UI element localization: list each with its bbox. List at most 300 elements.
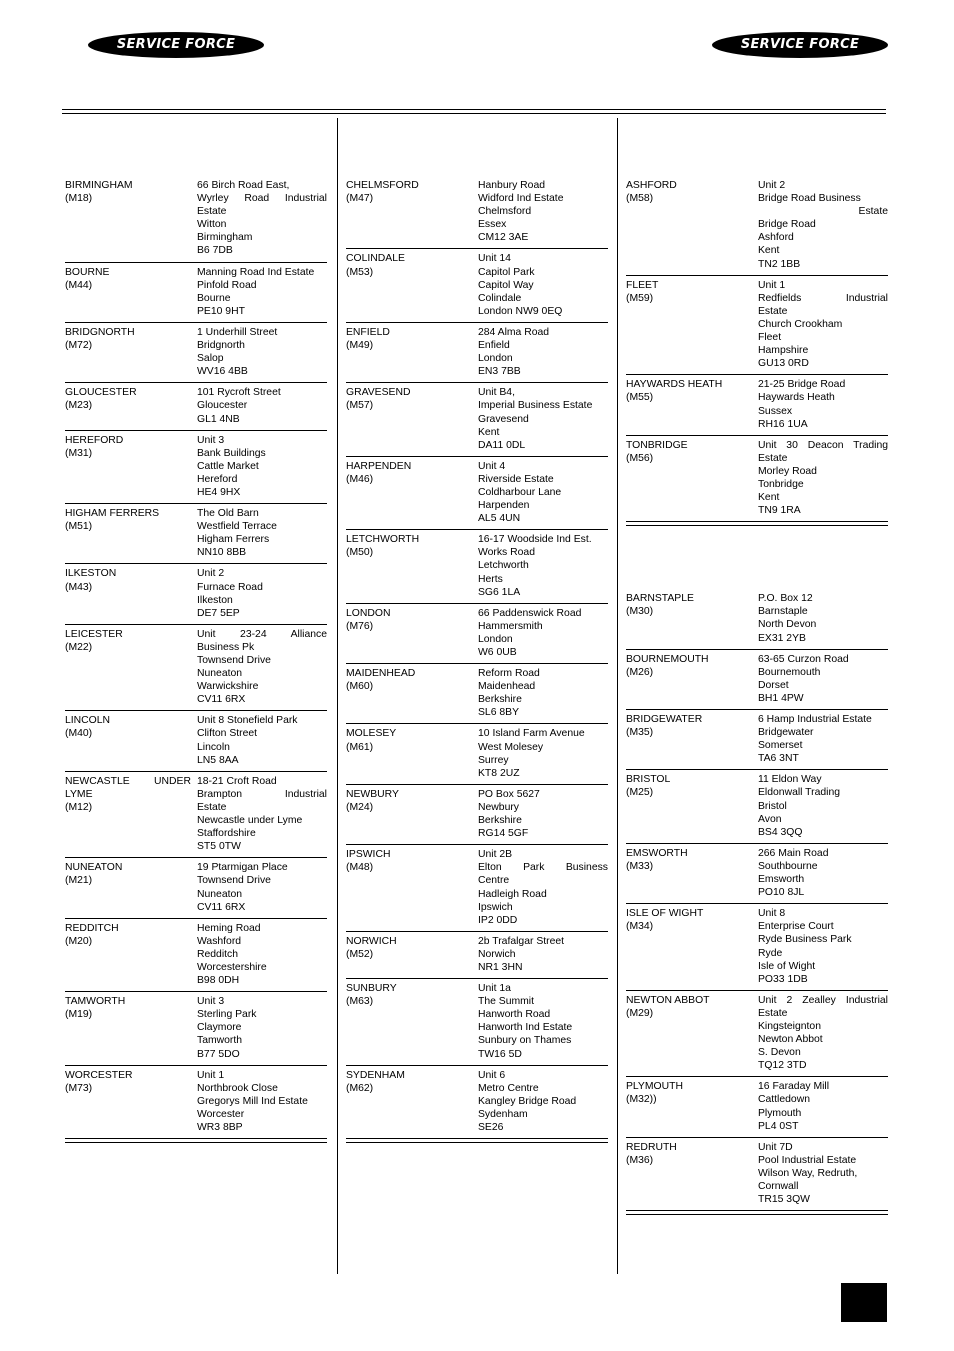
address-line: PL4 0ST: [758, 1120, 799, 1132]
place-line: FLEET: [626, 279, 659, 291]
address-line: London NW9 0EQ: [478, 305, 563, 317]
logo-text: SERVICE FORCE: [740, 37, 860, 52]
address-line: Morley Road: [758, 465, 817, 477]
address-line: Worcestershire: [197, 961, 267, 973]
address-line: 16-17 Woodside Ind Est.: [478, 534, 592, 546]
service-centre-address: [758, 1080, 888, 1132]
address-line: GL1 4NB: [197, 413, 240, 425]
address-line: London: [478, 633, 513, 645]
address-line: Dorset: [758, 679, 789, 691]
place-line: (M20): [65, 935, 93, 947]
service-centre-name: [626, 994, 758, 1073]
address-line: Birmingham: [197, 232, 253, 244]
address-line: WV16 4BB: [197, 366, 248, 378]
service-centre-address: [758, 592, 888, 644]
address-entry: [65, 564, 327, 624]
address-line: TN9 1RA: [758, 505, 801, 517]
address-entry: [626, 904, 888, 991]
address-line: Maidenhead: [478, 681, 536, 693]
place-line: TONBRIDGE: [626, 439, 688, 451]
address-line: Hereford: [197, 473, 238, 485]
address-column-1: [65, 176, 327, 1143]
service-centre-name: [626, 592, 758, 644]
service-centre-address: [197, 1069, 327, 1134]
service-centre-name: [346, 533, 478, 598]
address-line: TA6 3NT: [758, 753, 799, 765]
place-line: (M21): [65, 875, 93, 887]
place-line: TAMWORTH: [65, 996, 126, 1008]
address-line: Westfield Terrace: [197, 521, 277, 533]
service-centre-name: [626, 439, 758, 518]
address-line: Essex: [478, 219, 507, 231]
service-force-logo-right: [712, 32, 888, 58]
place-line: BOURNE: [65, 266, 110, 278]
address-line: Barnstaple: [758, 606, 808, 618]
address-line: Hanbury Road: [478, 180, 546, 191]
address-line: Haywards Heath: [758, 392, 835, 404]
address-line: Redditch: [197, 948, 239, 960]
place-line: ENFIELD: [346, 326, 390, 338]
place-line: (M55): [626, 392, 654, 404]
address-line: Sunbury on Thames: [478, 1035, 572, 1047]
service-centre-name: [346, 179, 478, 244]
address-entry: [626, 770, 888, 843]
service-centre-address: [758, 378, 888, 430]
address-line: PO10 8JL: [758, 887, 805, 899]
service-centre-name: [65, 714, 197, 766]
address-line: 16 Faraday Mill: [758, 1081, 830, 1093]
address-line: Avon: [758, 813, 782, 825]
address-entry: [626, 710, 888, 770]
place-line: ISLE OF WIGHT: [626, 908, 704, 920]
address-line: TW16 5D: [478, 1048, 522, 1060]
place-line: (M63): [346, 996, 374, 1008]
address-line: TN2 1BB: [758, 258, 801, 270]
address-line: 19 Ptarmigan Place: [197, 862, 288, 874]
address-line: Cattledown: [758, 1094, 810, 1106]
address-line: SE26: [478, 1122, 504, 1133]
address-entry: [346, 530, 608, 603]
place-line: ASHFORD: [626, 180, 677, 191]
place-line: (M24): [346, 801, 374, 813]
service-centre-address: [758, 773, 888, 838]
service-centre-address: [197, 326, 327, 378]
place-line: HIGHAM FERRERS: [65, 508, 160, 520]
address-line: Centre: [478, 875, 510, 887]
address-line: RH16 1UA: [758, 418, 808, 430]
address-line: Nuneaton: [197, 888, 243, 900]
address-entry: [346, 979, 608, 1066]
address-line: Unit 30 Deacon Trading: [758, 439, 888, 451]
service-centre-address: [197, 507, 327, 559]
address-line: Worcester: [197, 1108, 245, 1120]
service-centre-name: [346, 848, 478, 927]
address-line: Kent: [758, 245, 780, 257]
address-line: EN3 7BB: [478, 366, 521, 378]
place-line: GLOUCESTER: [65, 387, 137, 399]
address-line: PO33 1DB: [758, 973, 808, 985]
address-line: Kent: [758, 492, 780, 504]
address-line: RG14 5GF: [478, 828, 529, 840]
service-centre-address: [478, 788, 608, 840]
address-line: Unit 23-24 Alliance: [197, 628, 327, 640]
place-line: NEWTON ABBOT: [626, 994, 710, 1006]
place-line: SUNBURY: [346, 983, 397, 995]
address-entry: [626, 844, 888, 904]
address-line: Herts: [478, 573, 503, 585]
section-end-rule: [626, 1210, 888, 1215]
place-line: (M53): [346, 266, 374, 278]
service-centre-address: [478, 386, 608, 451]
service-centre-name: [65, 861, 197, 913]
address-line: Imperial Business Estate: [478, 400, 593, 412]
address-line: Pool Industrial Estate: [758, 1154, 857, 1166]
address-entry: [65, 711, 327, 771]
place-line: MOLESEY: [346, 728, 397, 740]
column-divider-2: [617, 118, 618, 1274]
place-line: BRIDGNORTH: [65, 326, 135, 338]
address-line: Staffordshire: [197, 828, 256, 840]
place-line: (M72): [65, 340, 93, 352]
address-line: Estate: [758, 1007, 788, 1019]
service-centre-address: [197, 995, 327, 1060]
address-line: Washford: [197, 935, 242, 947]
service-centre-address: [758, 713, 888, 765]
address-line: DA11 0DL: [478, 439, 526, 451]
service-centre-name: [346, 386, 478, 451]
address-line: Coldharbour Lane: [478, 486, 562, 498]
place-line: SYDENHAM: [346, 1069, 405, 1081]
address-line: Chelmsford: [478, 206, 532, 218]
place-line: LETCHWORTH: [346, 534, 420, 546]
service-centre-address: [197, 266, 327, 318]
address-line: WR3 8BP: [197, 1122, 243, 1133]
address-line: Ipswich: [478, 901, 513, 913]
service-centre-address: [478, 727, 608, 779]
address-line: Unit B4,: [478, 387, 515, 399]
address-line: BH1 4PW: [758, 692, 804, 704]
address-entry: [65, 858, 327, 918]
address-line: PE10 9HT: [197, 305, 245, 317]
header-rule-top: [62, 109, 886, 110]
address-entry: [346, 176, 608, 249]
place-line: IPSWICH: [346, 849, 391, 861]
address-line: North Devon: [758, 619, 817, 631]
address-line: BS4 3QQ: [758, 826, 803, 838]
address-line: Townsend Drive: [197, 875, 271, 887]
place-line: (M34): [626, 921, 654, 933]
address-entry: [346, 1066, 608, 1139]
place-line: (M46): [346, 473, 374, 485]
address-entry: [626, 1138, 888, 1211]
place-line: REDDITCH: [65, 922, 119, 934]
address-line: Unit 3: [197, 996, 225, 1008]
address-line: Sydenham: [478, 1108, 528, 1120]
address-line: W6 0UB: [478, 647, 517, 658]
address-line: Estate: [758, 305, 788, 317]
address-line: 10 Island Farm Avenue: [478, 728, 585, 740]
service-centre-name: [65, 386, 197, 425]
service-centre-name: [346, 667, 478, 719]
address-group: [626, 176, 888, 526]
service-force-logo-left: [88, 32, 264, 58]
service-centre-address: [478, 460, 608, 525]
address-line: Business Pk: [197, 641, 255, 653]
service-centre-name: [65, 995, 197, 1060]
address-line: Townsend Drive: [197, 655, 271, 666]
address-line: GU13 0RD: [758, 358, 809, 370]
place-line: BRISTOL: [626, 774, 671, 786]
address-line: Unit 1a: [478, 983, 511, 995]
service-centre-address: [197, 775, 327, 854]
place-line: PLYMOUTH: [626, 1081, 683, 1093]
address-line: Harpenden: [478, 500, 530, 512]
address-line: Berkshire: [478, 694, 522, 706]
address-line: Capitol Park: [478, 266, 535, 278]
address-line: Sterling Park: [197, 1009, 257, 1021]
address-line: Brampton Industrial: [197, 788, 327, 800]
address-line: Cattle Market: [197, 460, 259, 472]
address-line: Ilkeston: [197, 594, 233, 606]
address-line: Reform Road: [478, 668, 540, 680]
address-entry: [65, 1066, 327, 1139]
address-line: Bourne: [197, 292, 231, 304]
address-entry: [65, 625, 327, 712]
address-entry: [65, 919, 327, 992]
address-line: Ryde Business Park: [758, 934, 852, 946]
place-line: (M31): [65, 447, 93, 459]
service-centre-address: [478, 179, 608, 244]
service-centre-address: [478, 848, 608, 927]
address-line: LN5 8AA: [197, 754, 239, 766]
service-centre-name: [626, 653, 758, 705]
address-entry: [65, 992, 327, 1065]
service-centre-name: [626, 378, 758, 430]
address-line: B98 0DH: [197, 975, 240, 987]
address-line: CV11 6RX: [197, 901, 246, 913]
service-centre-name: [65, 266, 197, 318]
address-line: Kangley Bridge Road: [478, 1095, 577, 1107]
place-line: CHELMSFORD: [346, 180, 419, 191]
address-line: 1 Underhill Street: [197, 326, 278, 338]
place-line: (M49): [346, 340, 374, 352]
address-line: Higham Ferrers: [197, 534, 270, 546]
service-centre-name: [65, 922, 197, 987]
address-line: Bournemouth: [758, 666, 821, 678]
address-line: Riverside Estate: [478, 473, 554, 485]
address-line: 63-65 Curzon Road: [758, 653, 849, 665]
service-centre-name: [346, 982, 478, 1061]
service-centre-address: [197, 179, 327, 258]
place-line: (M40): [65, 728, 93, 740]
place-line: (M51): [65, 521, 93, 533]
address-line: Eldonwall Trading: [758, 787, 841, 799]
place-line: (M57): [346, 400, 374, 412]
address-line: Ashford: [758, 232, 794, 244]
service-centre-address: [197, 922, 327, 987]
place-line: (M36): [626, 1154, 654, 1166]
address-line: 6 Hamp Industrial Estate: [758, 714, 872, 725]
place-line: HARPENDEN: [346, 460, 412, 472]
service-centre-name: [65, 1069, 197, 1134]
address-entry: [626, 589, 888, 649]
service-centre-name: [626, 713, 758, 765]
place-line: BOURNEMOUTH: [626, 653, 709, 665]
address-line: Pinfold Road: [197, 279, 257, 291]
address-line: Estate: [197, 206, 227, 218]
address-entry: [65, 176, 327, 263]
address-line: Nuneaton: [197, 668, 243, 680]
address-entry: [626, 375, 888, 435]
address-line: B77 5DO: [197, 1048, 240, 1060]
address-entry: [346, 785, 608, 845]
place-line: LYME: [65, 788, 93, 800]
address-line: Metro Centre: [478, 1082, 539, 1094]
place-line: (M47): [346, 193, 374, 205]
address-line: Unit 8 Stonefield Park: [197, 715, 298, 727]
address-line: P.O. Box 12: [758, 593, 813, 605]
address-line: Hammersmith: [478, 620, 543, 632]
section-end-rule: [626, 521, 888, 526]
address-line: Bristol: [758, 800, 787, 812]
address-line: Unit 2B: [478, 849, 513, 861]
place-line: NUNEATON: [65, 862, 123, 874]
service-centre-name: [626, 1080, 758, 1132]
address-line: EX31 2YB: [758, 632, 806, 644]
address-line: Gloucester: [197, 400, 248, 412]
service-centre-address: [197, 861, 327, 913]
address-line: Gravesend: [478, 413, 529, 425]
service-centre-name: [626, 907, 758, 986]
page-number-tab: [841, 1283, 887, 1322]
address-line: AL5 4UN: [478, 513, 521, 525]
address-entry: [346, 724, 608, 784]
address-entry: [65, 504, 327, 564]
place-line: NEWBURY: [346, 788, 399, 800]
service-centre-address: [758, 179, 888, 271]
service-centre-address: [478, 607, 608, 659]
address-line: Claymore: [197, 1022, 242, 1034]
address-line: Somerset: [758, 740, 803, 752]
address-line: Church Crookham: [758, 318, 843, 330]
address-entry: [346, 845, 608, 932]
address-line: Widford Ind Estate: [478, 193, 564, 205]
address-line: Works Road: [478, 547, 535, 559]
address-line: Salop: [197, 353, 224, 365]
address-line: Tamworth: [197, 1035, 243, 1047]
address-entry: [346, 249, 608, 322]
address-line: CV11 6RX: [197, 694, 246, 706]
address-line: Sussex: [758, 405, 793, 417]
address-line: Unit 2: [197, 568, 225, 580]
service-centre-name: [65, 775, 197, 854]
address-line: Colindale: [478, 292, 522, 304]
address-line: Clifton Street: [197, 728, 258, 740]
place-line: HAYWARDS HEATH: [626, 379, 723, 391]
address-entry: [626, 650, 888, 710]
address-line: TR15 3QW: [758, 1194, 810, 1206]
address-entry: [346, 604, 608, 664]
address-entry: [65, 772, 327, 859]
service-centre-name: [626, 1141, 758, 1206]
service-centre-address: [758, 439, 888, 518]
address-line: Kent: [478, 426, 500, 438]
service-centre-name: [65, 567, 197, 619]
service-centre-address: [758, 279, 888, 371]
service-centre-address: [758, 907, 888, 986]
service-centre-address: [478, 326, 608, 378]
place-line: COLINDALE: [346, 253, 405, 265]
place-line: (M43): [65, 581, 93, 593]
section-end-rule: [346, 1138, 608, 1143]
address-column-3: [626, 176, 888, 1215]
place-line: EMSWORTH: [626, 847, 688, 859]
address-line: Unit 4: [478, 460, 506, 472]
service-centre-address: [758, 847, 888, 899]
place-line: BARNSTAPLE: [626, 593, 694, 605]
address-line: Wilson Way, Redruth,: [758, 1167, 858, 1179]
place-line: GRAVESEND: [346, 387, 411, 399]
service-centre-name: [346, 788, 478, 840]
address-line: HE4 9HX: [197, 486, 241, 498]
address-line: Bank Buildings: [197, 447, 266, 459]
place-line: MAIDENHEAD: [346, 668, 416, 680]
address-line: West Molesey: [478, 741, 544, 753]
address-line: Unit 1: [758, 279, 786, 291]
address-line: Witton: [197, 219, 227, 231]
address-line: 101 Rycroft Street: [197, 387, 281, 399]
address-line: 21-25 Bridge Road: [758, 379, 846, 391]
address-line: Bridge Road: [758, 219, 816, 231]
address-line: 2b Trafalgar Street: [478, 935, 565, 947]
address-line: Hanworth Ind Estate: [478, 1022, 573, 1034]
service-centre-name: [626, 179, 758, 271]
address-line: Capitol Way: [478, 279, 534, 291]
address-entry: [346, 457, 608, 530]
address-entry: [346, 323, 608, 383]
service-centre-address: [197, 628, 327, 707]
address-line: Southbourne: [758, 860, 818, 872]
place-line: (M61): [346, 741, 374, 753]
address-entry: [626, 991, 888, 1078]
address-line: 66 Birch Road East,: [197, 180, 290, 191]
address-line: Surrey: [478, 754, 509, 766]
address-line: Berkshire: [478, 815, 522, 827]
address-line: PO Box 5627: [478, 788, 540, 800]
address-line: Kingsteignton: [758, 1020, 821, 1032]
address-entry: [65, 323, 327, 383]
service-centre-name: [346, 1069, 478, 1134]
address-line: Newton Abbot: [758, 1034, 823, 1046]
service-centre-address: [197, 386, 327, 425]
place-line: (M48): [346, 862, 374, 874]
service-centre-name: [346, 607, 478, 659]
service-centre-address: [478, 982, 608, 1061]
address-line: Tonbridge: [758, 478, 804, 490]
address-line: DE7 5EP: [197, 607, 240, 619]
address-line: Unit 2 Zealley Industrial: [758, 994, 888, 1006]
address-line: Unit 14: [478, 253, 511, 265]
address-line: Unit 7D: [758, 1141, 793, 1153]
place-line: REDRUTH: [626, 1141, 677, 1153]
address-line: Bridge Road Business: [758, 193, 861, 205]
address-group: [626, 589, 888, 1215]
address-line: Cornwall: [758, 1181, 799, 1192]
service-centre-address: [478, 252, 608, 317]
address-line: B6 7DB: [197, 245, 233, 257]
address-line: The Summit: [478, 996, 535, 1008]
address-line: CM12 3AE: [478, 232, 529, 244]
